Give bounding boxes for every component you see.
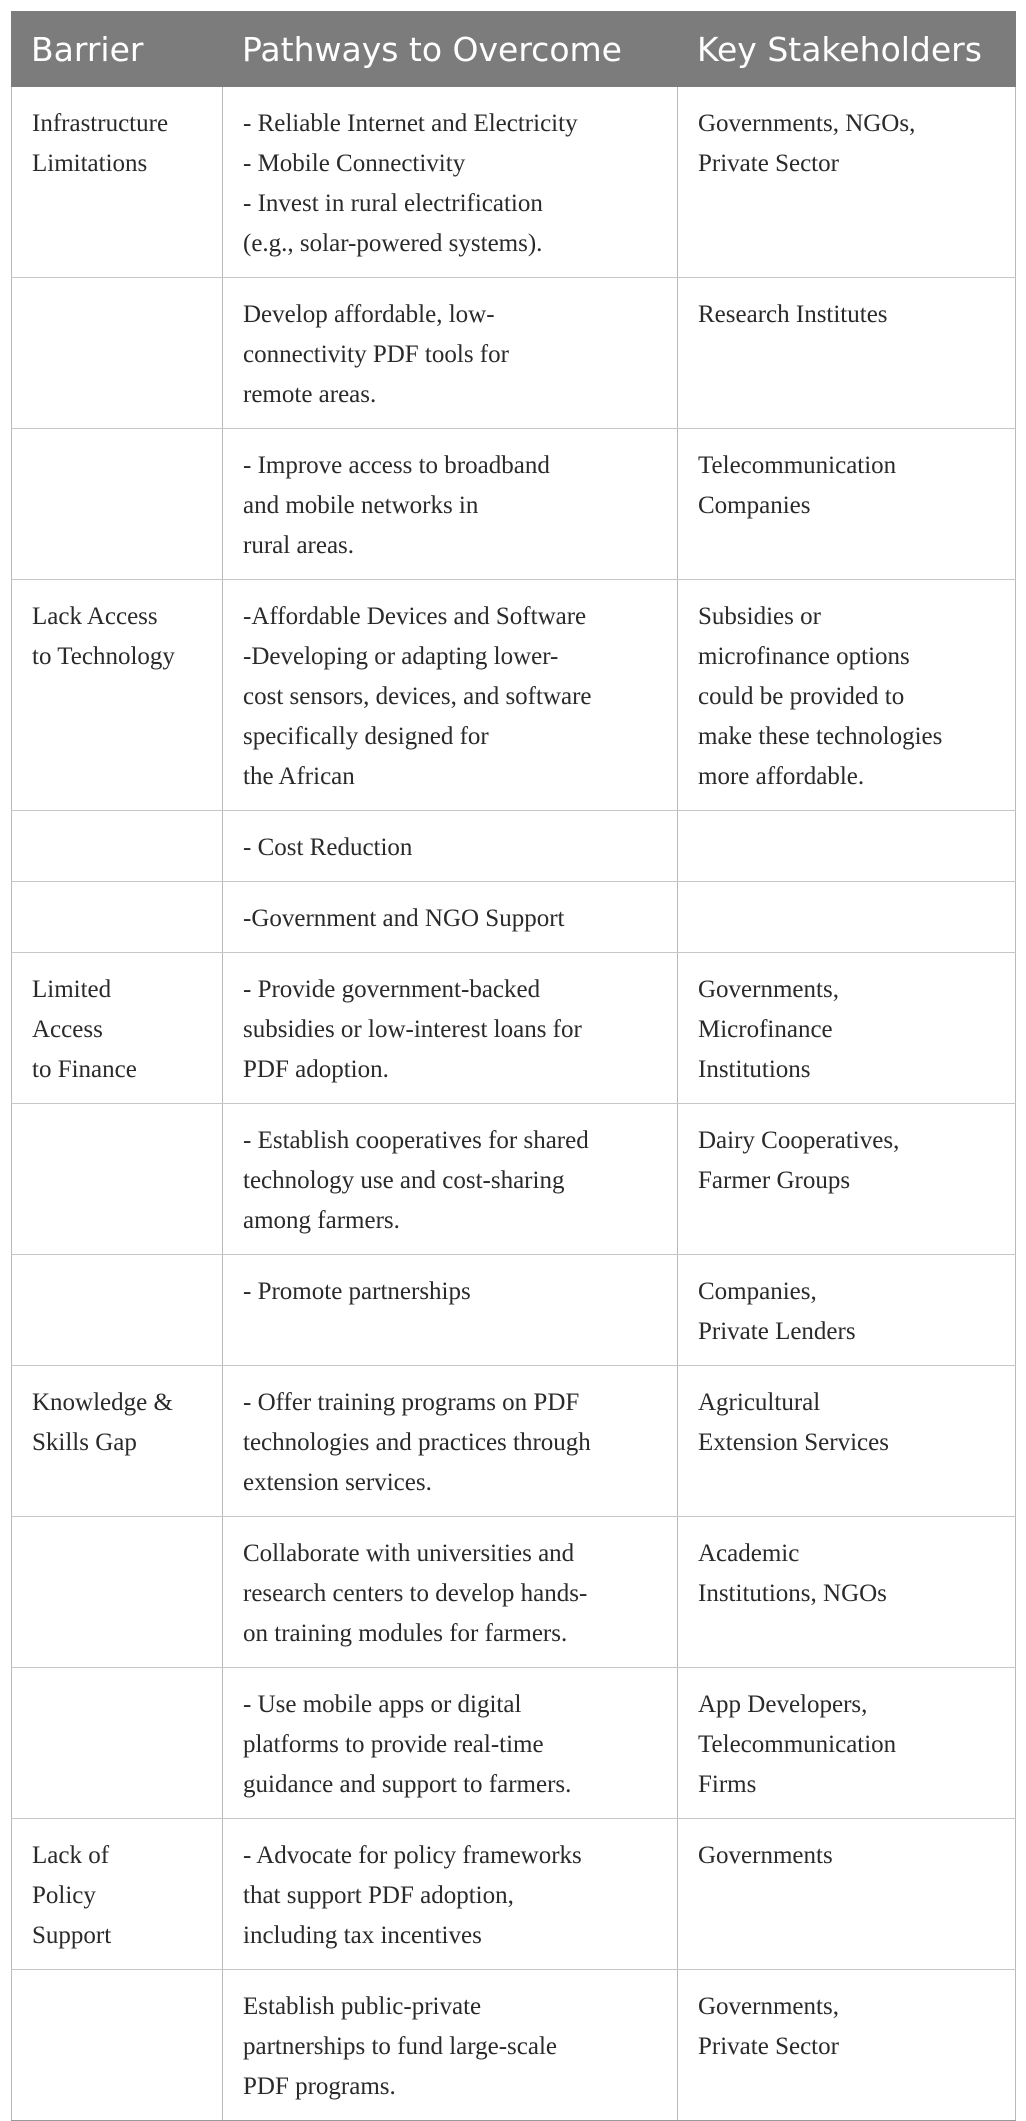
table-row [12,1970,1016,2121]
pathway-cell: -Government and NGO Support [223,882,678,953]
header-row [12,12,1016,87]
table-row [12,580,1016,811]
header-barrier: Barrier [12,12,223,87]
pathway-cell: - Use mobile apps or digital platforms to provide real-time guidance and support to farmers. [223,1668,678,1819]
table-row [12,87,1016,278]
table-row [12,1104,1016,1255]
table-row [12,811,1016,882]
table-row [12,1517,1016,1668]
pathway-cell: Develop affordable, low- connectivity PDF tools for remote areas. [223,278,678,429]
stakeholders-cell: Governments, NGOs, Private Sector [678,87,1016,278]
stakeholders-cell [678,811,1016,882]
barrier-cell: Lack Access to Technology [12,580,223,811]
table-row [12,1255,1016,1366]
barrier-cell: Lack of Policy Support [12,1819,223,1970]
pathway-cell: Collaborate with universities and research centers to develop hands- on training modules for farmers. [223,1517,678,1668]
stakeholders-cell: Governments, Microfinance Institutions [678,953,1016,1104]
table-row [12,278,1016,429]
table-row [12,953,1016,1104]
pathway-cell: - Improve access to broadband and mobile networks in rural areas. [223,429,678,580]
barrier-cell [12,882,223,953]
table-row [12,882,1016,953]
barrier-cell: Infrastructure Limitations [12,87,223,278]
table-row [12,1668,1016,1819]
stakeholders-cell: Subsidies or microfinance options could be provided to make these technologies more affordable. [678,580,1016,811]
stakeholders-cell: Academic Institutions, NGOs [678,1517,1016,1668]
stakeholders-cell: Governments [678,1819,1016,1970]
barrier-cell [12,1517,223,1668]
table-body [12,87,1016,2121]
barrier-cell: Knowledge & Skills Gap [12,1366,223,1517]
stakeholders-cell: App Developers, Telecommunication Firms [678,1668,1016,1819]
stakeholders-cell: Dairy Cooperatives, Farmer Groups [678,1104,1016,1255]
stakeholders-cell: Agricultural Extension Services [678,1366,1016,1517]
pathway-cell: - Establish cooperatives for shared technology use and cost-sharing among farmers. [223,1104,678,1255]
table-row [12,429,1016,580]
stakeholders-cell: Governments, Private Sector [678,1970,1016,2121]
barrier-cell [12,1104,223,1255]
stakeholders-cell: Research Institutes [678,278,1016,429]
pathway-cell: - Offer training programs on PDF technologies and practices through extension services. [223,1366,678,1517]
table-row [12,1366,1016,1517]
stakeholders-cell: Companies, Private Lenders [678,1255,1016,1366]
barrier-cell: Limited Access to Finance [12,953,223,1104]
header-stakeholders: Key Stakeholders [678,12,1016,87]
barrier-cell [12,429,223,580]
pathway-cell: -Affordable Devices and Software -Developing or adapting lower- cost sensors, devices, and software specifically designed for the African [223,580,678,811]
pathway-cell: - Reliable Internet and Electricity - Mobile Connectivity - Invest in rural electrification (e.g., solar-powered systems). [223,87,678,278]
stakeholders-cell [678,882,1016,953]
barrier-cell [12,1255,223,1366]
barrier-cell [12,278,223,429]
pathway-cell: - Cost Reduction [223,811,678,882]
pathway-cell: Establish public-private partnerships to fund large-scale PDF programs. [223,1970,678,2121]
barrier-cell [12,1970,223,2121]
table-row [12,1819,1016,1970]
barriers-table [11,11,1016,2121]
pathway-cell: - Promote partnerships [223,1255,678,1366]
pathway-cell: - Provide government-backed subsidies or low-interest loans for PDF adoption. [223,953,678,1104]
pathway-cell: - Advocate for policy frameworks that support PDF adoption, including tax incentives [223,1819,678,1970]
header-pathways: Pathways to Overcome [223,12,678,87]
barrier-cell [12,1668,223,1819]
stakeholders-cell: Telecommunication Companies [678,429,1016,580]
table-header [12,12,1016,87]
barrier-cell [12,811,223,882]
